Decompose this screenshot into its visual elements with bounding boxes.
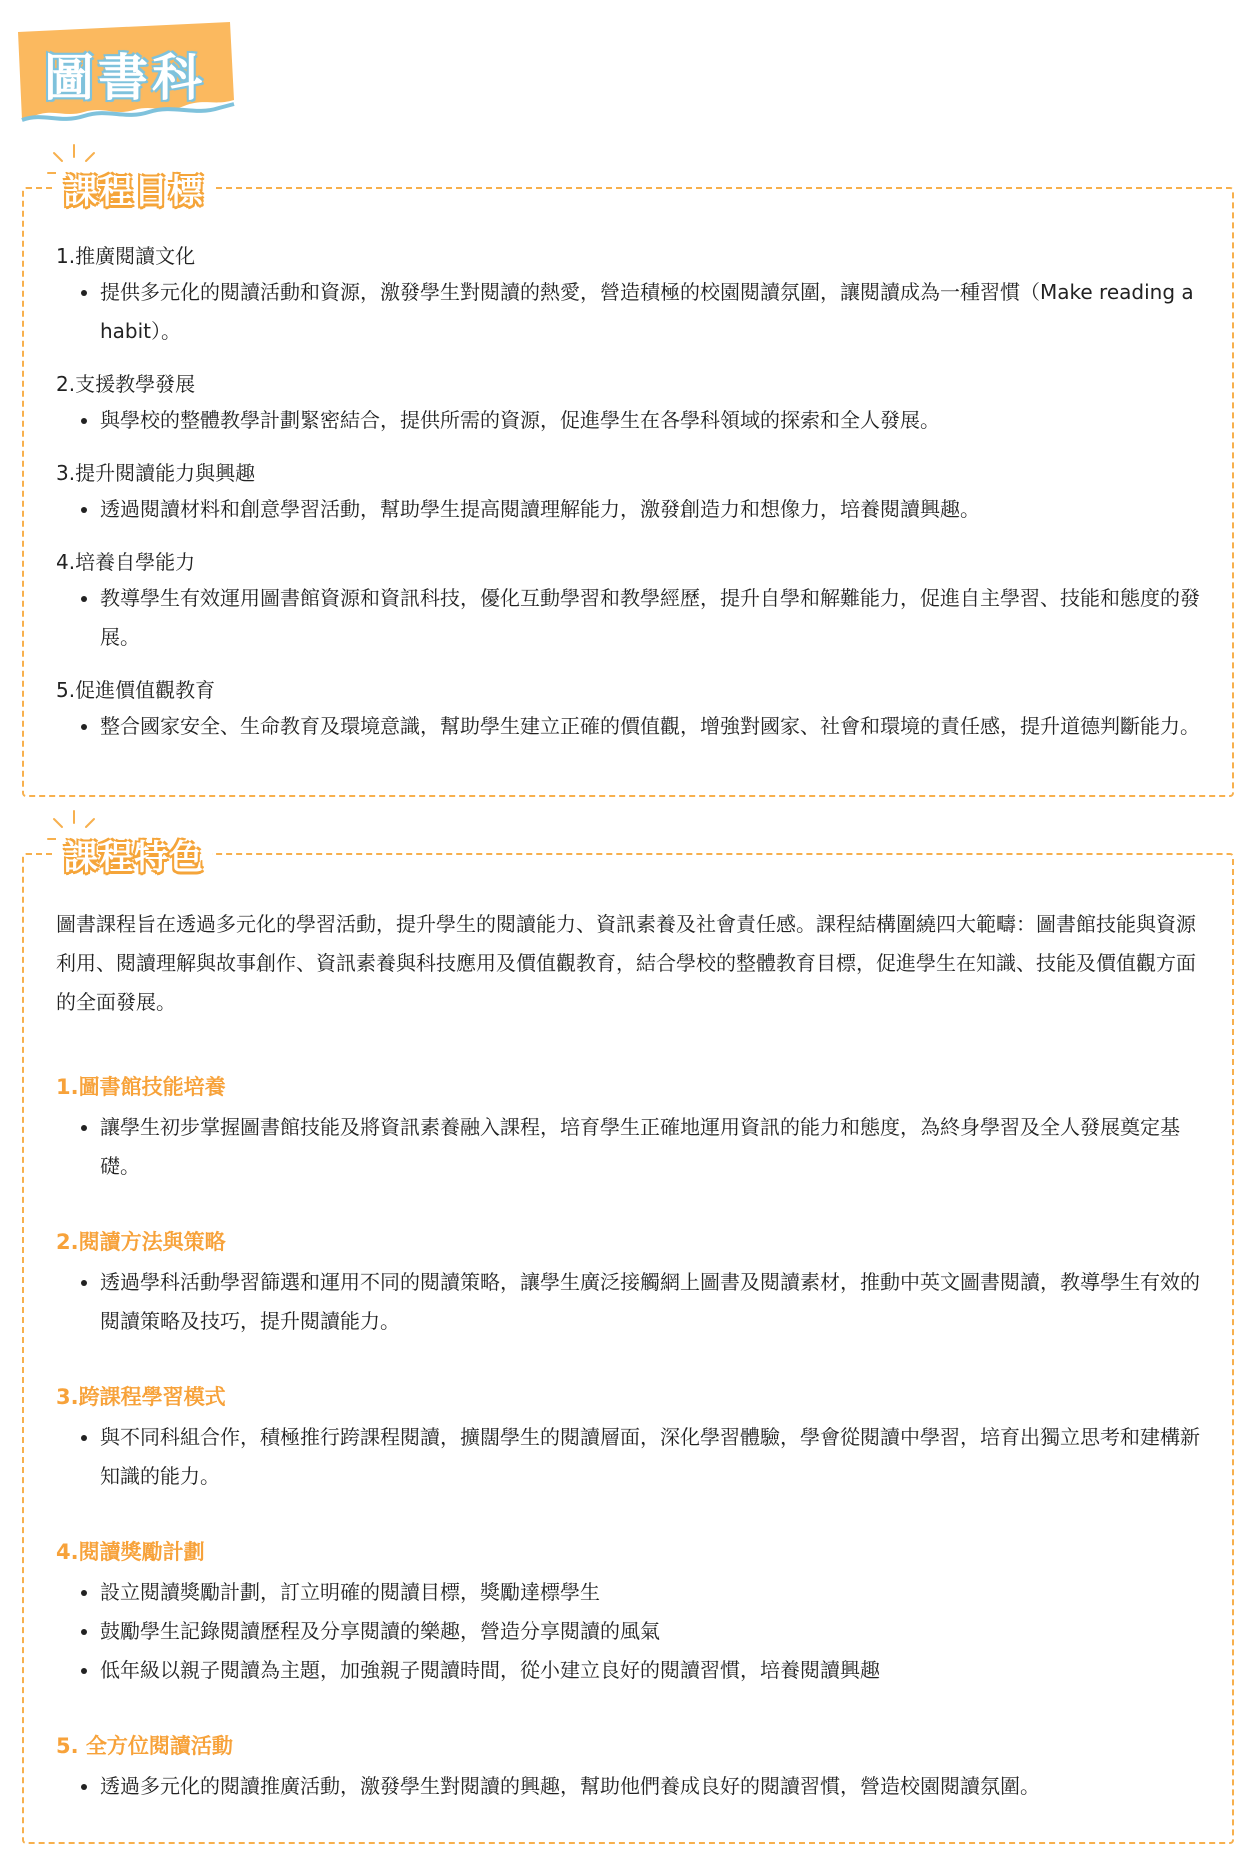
feature-bullet: • 鼓勵學生記錄閱讀歷程及分享閱讀的樂趣，營造分享閱讀的風氣 (100, 1612, 1200, 1651)
feature-bullet: • 低年級以親子閱讀為主題，加強親子閱讀時間，從小建立良好的閱讀習慣，培養閱讀興趣 (100, 1651, 1200, 1690)
objective-heading: 4.培養自學能力 (56, 550, 196, 574)
feature-heading: 1.圖書館技能培養 (56, 1075, 226, 1099)
objective-heading: 5.促進價值觀教育 (56, 678, 216, 702)
feature-item (56, 1731, 1200, 1806)
objective-item (56, 547, 1200, 657)
objectives-list (56, 241, 1200, 764)
feature-item (56, 1227, 1200, 1341)
feature-bullet: • 設立閱讀獎勵計劃，訂立明確的閱讀目標，獎勵達標學生 (100, 1573, 1200, 1612)
objective-item (56, 369, 1200, 440)
objective-bullet: • 教導學生有效運用圖書館資源和資訊科技，優化互動學習和教學經歷，提升自學和解難能力，促進自主學習、技能和態度的發展。 (100, 579, 1200, 657)
section-label: 課程目標 (56, 162, 212, 215)
section-label: 課程特色 (56, 828, 212, 881)
feature-bullet: • 透過多元化的閱讀推廣活動，激發學生對閱讀的興趣，幫助他們養成良好的閱讀習慣，營造校園閱讀氛圍。 (100, 1767, 1200, 1806)
objective-item (56, 241, 1200, 351)
feature-item (56, 1537, 1200, 1690)
objective-bullet: • 提供多元化的閱讀活動和資源，激發學生對閱讀的熱愛，營造積極的校園閱讀氛圍，讓閱讀成為一種習慣（Make reading a habit）。 (100, 273, 1200, 351)
section-course-features (22, 838, 1234, 1844)
feature-bullet: • 讓學生初步掌握圖書館技能及將資訊素養融入課程，培育學生正確地運用資訊的能力和態度，為終身學習及全人發展奠定基礎。 (100, 1108, 1200, 1186)
page-title-banner (14, 20, 236, 128)
objective-item (56, 675, 1200, 746)
feature-bullet: • 與不同科組合作，積極推行跨課程閱讀，擴闊學生的閱讀層面，深化學習體驗，學會從閱讀中學習，培育出獨立思考和建構新知識的能力。 (100, 1418, 1200, 1496)
objective-bullet: • 整合國家安全、生命教育及環境意識，幫助學生建立正確的價值觀，增強對國家、社會和環境的責任感，提升道德判斷能力。 (100, 707, 1200, 746)
objective-item (56, 458, 1200, 529)
feature-item (56, 1072, 1200, 1186)
objective-heading: 2.支援教學發展 (56, 372, 196, 396)
objective-heading: 1.推廣閱讀文化 (56, 244, 196, 268)
features-intro: 圖書課程旨在透過多元化的學習活動，提升學生的閱讀能力、資訊素養及社會責任感。課程結構圍繞四大範疇：圖書館技能與資源利用、閱讀理解與故事創作、資訊素養與科技應用及價值觀教育，結合學校的整體教育目標，促進學生在知識、技能及價值觀方面的全面發展。 (56, 912, 1196, 1014)
section-course-objectives (22, 172, 1234, 797)
feature-heading: 2.閱讀方法與策略 (56, 1230, 226, 1254)
feature-item (56, 1382, 1200, 1496)
feature-bullet: • 透過學科活動學習篩選和運用不同的閱讀策略，讓學生廣泛接觸網上圖書及閱讀素材，推動中英文圖書閱讀，教導學生有效的閱讀策略及技巧，提升閱讀能力。 (100, 1263, 1200, 1341)
feature-heading: 3.跨課程學習模式 (56, 1385, 226, 1409)
objective-heading: 3.提升閱讀能力與興趣 (56, 461, 256, 485)
objective-bullet: • 透過閱讀材料和創意學習活動，幫助學生提高閱讀理解能力，激發創造力和想像力，培養閱讀興趣。 (100, 490, 1200, 529)
objective-bullet: • 與學校的整體教學計劃緊密結合，提供所需的資源，促進學生在各學科領域的探索和全人發展。 (100, 401, 1200, 440)
feature-heading: 4.閱讀獎勵計劃 (56, 1540, 205, 1564)
page-title: 圖書科 (44, 49, 206, 107)
features-list (56, 905, 1200, 1847)
feature-heading: 5. 全方位閱讀活動 (56, 1734, 233, 1758)
